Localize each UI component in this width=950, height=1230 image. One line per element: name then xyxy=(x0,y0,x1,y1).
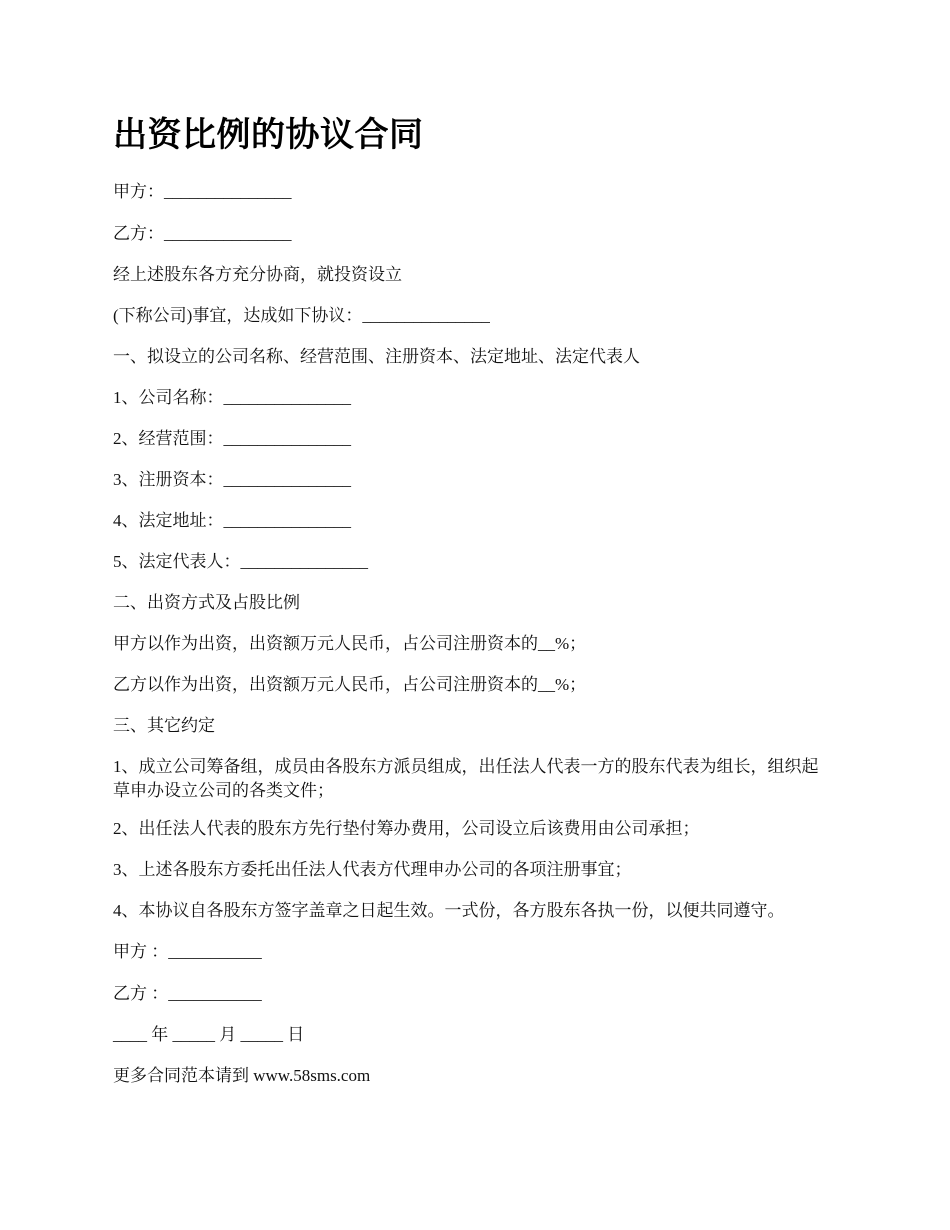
company-name-line: 1、公司名称：_______________ xyxy=(113,388,351,407)
clause-three-line: 3、上述各股东方委托出任法人代表方代理申办公司的各项注册事宜； xyxy=(113,860,632,879)
intro-line: 经上述股东各方充分协商，就投资设立 xyxy=(113,265,402,284)
section-two-heading: 二、出资方式及占股比例 xyxy=(113,593,300,612)
party-a-line: 甲方：_______________ xyxy=(113,182,292,201)
footer-more-templates: 更多合同范本请到 www.58sms.com xyxy=(113,1066,371,1085)
party-a-contribution-line: 甲方以作为出资，出资额万元人民币，占公司注册资本的__%； xyxy=(113,634,587,653)
document-title: 出资比例的协议合同 xyxy=(113,115,424,155)
party-b-contribution-line: 乙方以作为出资，出资额万元人民币，占公司注册资本的__%； xyxy=(113,675,587,694)
section-one-heading: 一、拟设立的公司名称、经营范围、注册资本、法定地址、法定代表人 xyxy=(113,347,640,366)
legal-address-line: 4、法定地址：_______________ xyxy=(113,511,351,530)
legal-representative-line: 5、法定代表人：_______________ xyxy=(113,552,368,571)
clause-two-line: 2、出任法人代表的股东方先行垫付筹办费用，公司设立后该费用由公司承担； xyxy=(113,819,700,838)
clause-four-line: 4、本协议自各股东方签字盖章之日起生效。一式份，各方股东各执一份，以便共同遵守。 xyxy=(113,901,785,920)
intro-agreement-line: (下称公司)事宜，达成如下协议：_______________ xyxy=(113,306,490,325)
clause-one-paragraph: 1、成立公司筹备组，成员由各股东方派员组成，出任法人代表一方的股东代表为组长，组织起草申办设立公司的各类文件； xyxy=(113,757,819,800)
party-b-line: 乙方：_______________ xyxy=(113,224,292,243)
section-three-heading: 三、其它约定 xyxy=(113,716,215,735)
signature-party-a: 甲方 ：___________ xyxy=(113,942,262,961)
business-scope-line: 2、经营范围：_______________ xyxy=(113,429,351,448)
registered-capital-line: 3、注册资本：_______________ xyxy=(113,470,351,489)
signature-party-b: 乙方 ：___________ xyxy=(113,984,262,1003)
signature-date-line: ____ 年 _____ 月 _____ 日 xyxy=(113,1025,305,1044)
